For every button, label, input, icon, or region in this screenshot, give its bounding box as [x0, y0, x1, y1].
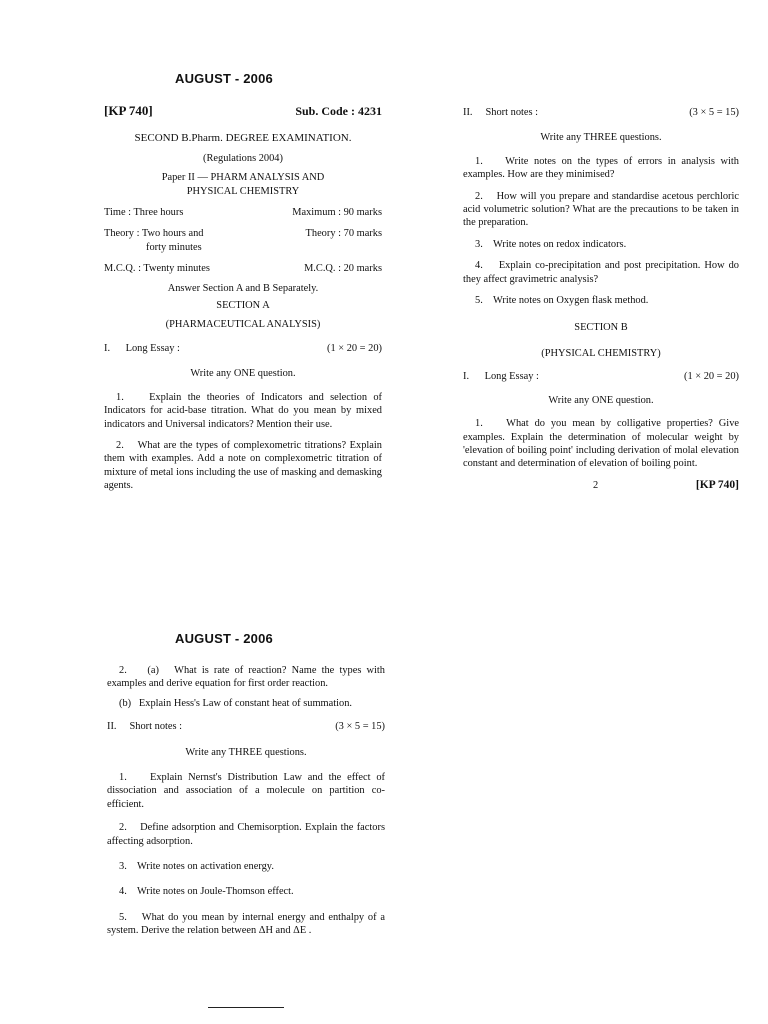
- short-note-2: 2. How will you prepare and standardise acetous perchloric acid volumetric solution? What are the precautions to be taken in the preparation.: [463, 190, 742, 229]
- short-notes-marks: (3 × 5 = 15): [689, 107, 739, 118]
- page-date-bottom: AUGUST - 2006: [175, 631, 273, 646]
- long-essay-marks: (1 × 20 = 20): [326, 342, 382, 354]
- paper-line-2: PHYSICAL CHEMISTRY: [186, 185, 300, 197]
- short-notes-column: [463, 106, 742, 492]
- long-essay-label: I. Long Essay :: [104, 342, 180, 354]
- short-notes-row: [463, 106, 739, 119]
- long-essay-instruction: Write any ONE question.: [190, 368, 296, 380]
- page-number: 2: [593, 479, 599, 491]
- footer-code: [KP 740]: [695, 478, 739, 491]
- theory-marks: Theory : 70 marks: [305, 228, 382, 240]
- short-note-5: 5. Write notes on Oxygen flask method.: [475, 295, 649, 307]
- question-2b: (b) Explain Hess's Law of constant heat of summation.: [119, 697, 353, 709]
- bottom-note-3: 3. Write notes on activation energy.: [119, 861, 274, 873]
- header-row: [104, 104, 382, 118]
- bottom-note-2: 2. Define adsorption and Chemisorption. Explain the factors affecting adsorption.: [107, 822, 388, 847]
- long-essay-row: [104, 342, 382, 355]
- section-a-heading: SECTION A: [216, 300, 270, 312]
- short-notes-instruction: Write any THREE questions.: [540, 132, 662, 144]
- section-a-column: [104, 103, 385, 493]
- section-a-title: (PHARMACEUTICAL ANALYSIS): [165, 319, 321, 331]
- end-rule: [208, 1007, 284, 1008]
- long-essay-b-label: I. Long Essay :: [463, 371, 539, 383]
- short-notes-bottom-instruction: Write any THREE questions.: [185, 746, 307, 758]
- bottom-note-5: 5. What do you mean by internal energy and enthalpy of a system. Derive the relation between ΔH and ΔE .: [107, 911, 388, 937]
- short-notes-bottom-marks: (3 × 5 = 15): [335, 721, 385, 733]
- time-label: Time : Three hours: [104, 207, 184, 219]
- question-b-1: 1. What do you mean by colligative properties? Give examples. Explain the determination of molecular weight by 'elevation of boiling point' including derivation of molal elevation constant and determination of elevation of boiling point.: [463, 418, 742, 470]
- bottom-note-1: 1. Explain Nernst's Distribution Law and the effect of dissociation and association of a molecule on partition co-efficient.: [107, 772, 388, 810]
- bottom-column: [107, 664, 388, 938]
- footer-row: [463, 479, 739, 492]
- long-essay-b-instruction: Write any ONE question.: [548, 394, 654, 406]
- sub-code: Sub. Code : 4231: [295, 104, 382, 118]
- bottom-note-4: 4. Write notes on Joule-Thomson effect.: [119, 886, 294, 898]
- max-marks: Maximum : 90 marks: [292, 207, 382, 219]
- question-1: 1. Explain the theories of Indicators and selection of Indicators for acid-base titration. What do you mean by mixed indicators and Universal indicators? Mention their use.: [104, 391, 385, 430]
- page-date-top: AUGUST - 2006: [175, 71, 273, 86]
- theory-time-cont: forty minutes: [146, 241, 202, 253]
- short-notes-label: II. Short notes :: [463, 107, 539, 118]
- question-2: 2. What are the types of complexometric titrations? Explain them with examples. Add a note on complexometric titration of mixture of metal ions including the use of masking and demasking agents.: [104, 439, 385, 492]
- short-notes-bottom-label: II. Short notes :: [107, 721, 183, 733]
- answer-note: Answer Section A and B Separately.: [167, 282, 319, 294]
- time-row: [104, 206, 382, 219]
- mcq-row: [104, 262, 382, 275]
- long-essay-b-row: [463, 370, 739, 383]
- mcq-marks: M.C.Q. : 20 marks: [304, 263, 382, 275]
- paper-line-1: Paper II — PHARM ANALYSIS AND: [161, 172, 325, 184]
- short-note-1: 1. Write notes on the types of errors in analysis with examples. How are they minimised?: [463, 155, 742, 181]
- short-note-3: 3. Write notes on redox indicators.: [475, 238, 627, 250]
- regulations: (Regulations 2004): [203, 152, 283, 164]
- section-b-title: (PHYSICAL CHEMISTRY): [541, 347, 661, 359]
- exam-title: SECOND B.Pharm. DEGREE EXAMINATION.: [134, 132, 352, 145]
- question-2a: 2. (a) What is rate of reaction? Name the types with examples and derive equation for first order reaction.: [107, 665, 388, 690]
- long-essay-b-marks: (1 × 20 = 20): [683, 371, 739, 383]
- mcq-time: M.C.Q. : Twenty minutes: [104, 263, 210, 275]
- theory-row: [104, 227, 382, 254]
- section-b-heading: SECTION B: [574, 322, 628, 334]
- paper-code: [KP 740]: [104, 103, 153, 118]
- short-note-4: 4. Explain co-precipitation and post precipitation. How do they affect gravimetric analysis?: [463, 260, 742, 285]
- theory-time: Theory : Two hours and: [104, 228, 204, 240]
- short-notes-bottom-row: [107, 720, 385, 733]
